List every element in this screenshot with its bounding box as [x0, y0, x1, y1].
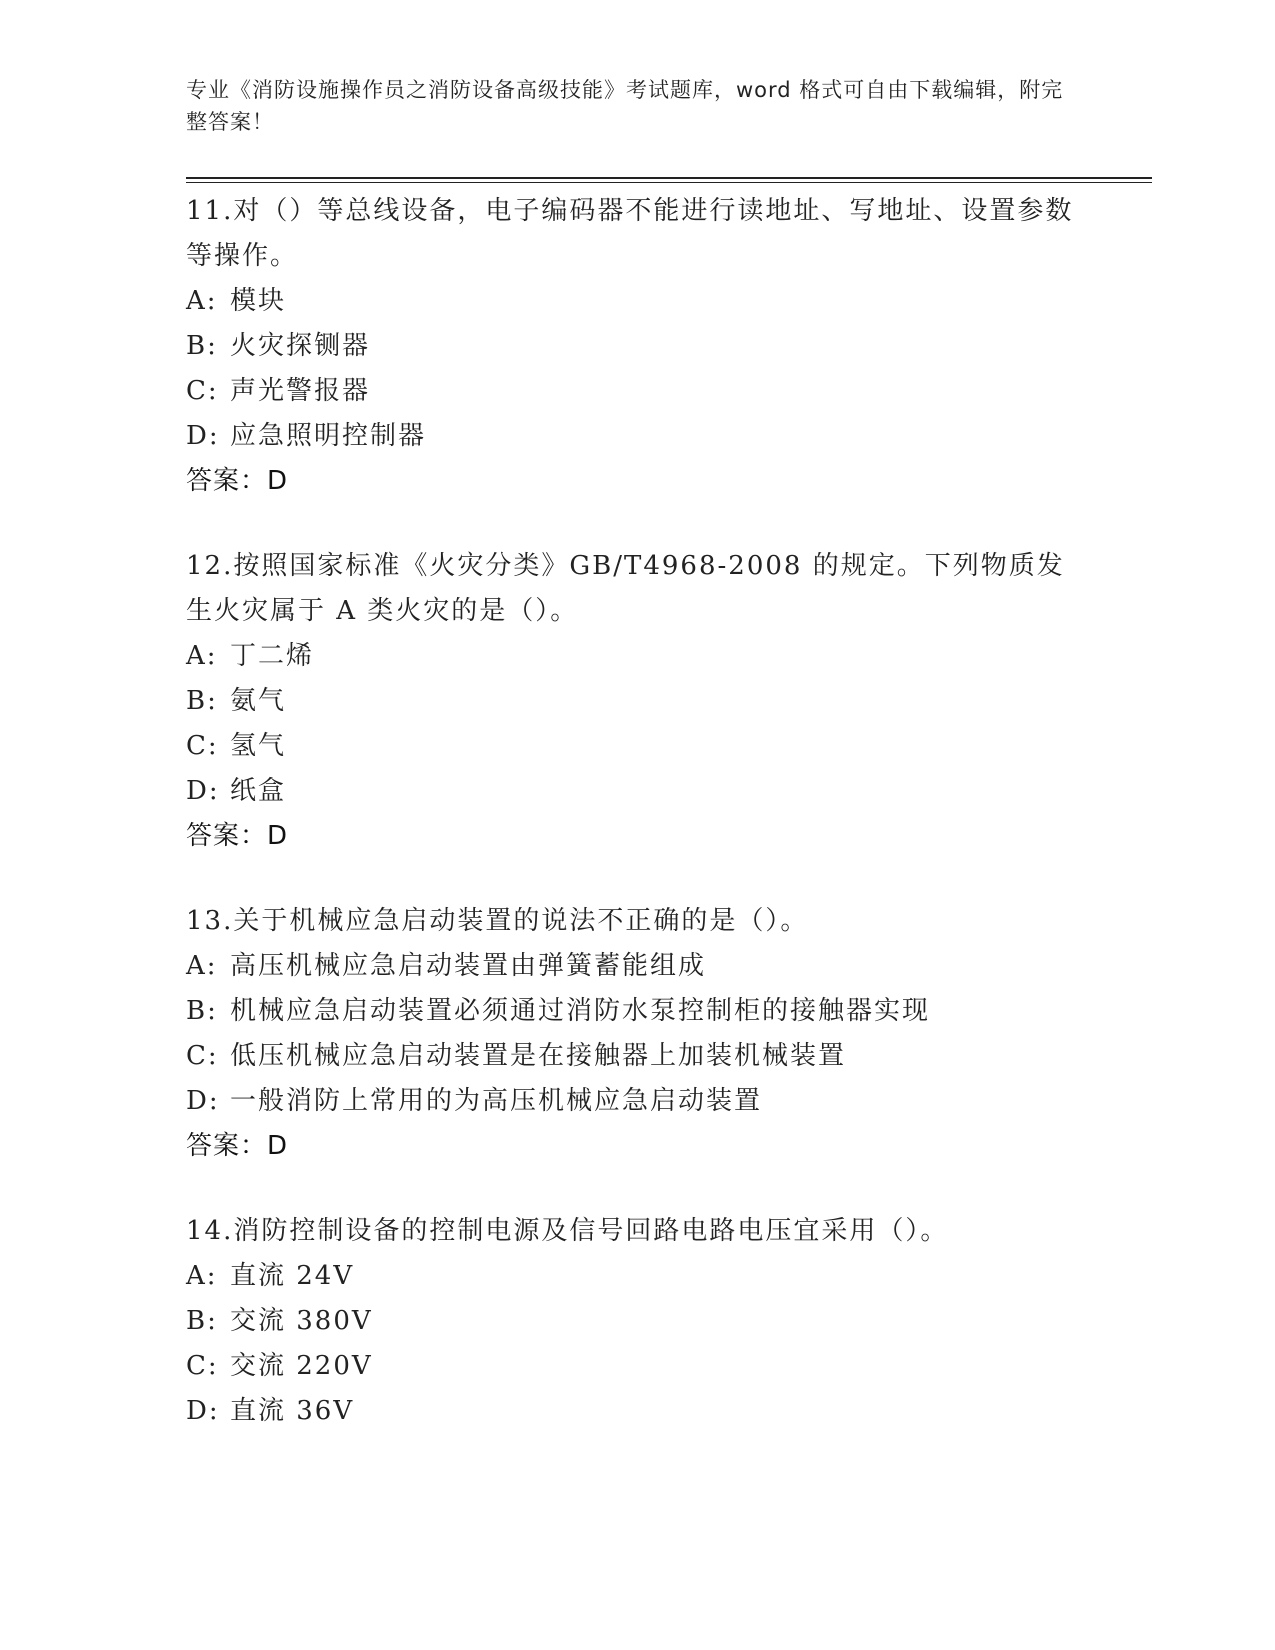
option-c: [186, 1344, 1076, 1389]
document-header: 专业《消防设施操作员之消防设备高级技能》考试题库，word 格式可自由下载编辑，附完整答案！: [186, 78, 1064, 134]
option-text: 纸盒: [230, 776, 287, 806]
option-key: B:: [186, 331, 218, 361]
option-key: D:: [186, 421, 220, 451]
option-text: 交流 220V: [230, 1351, 373, 1381]
option-text: 氢气: [230, 731, 287, 761]
answer-line: 答案：D: [186, 1131, 289, 1161]
option-text: 交流 380V: [230, 1306, 373, 1336]
option-c: [186, 724, 1076, 769]
question-12: [186, 544, 1076, 859]
option-key: C:: [186, 1041, 219, 1071]
option-key: B:: [186, 1306, 218, 1336]
option-d: [186, 769, 1076, 814]
option-text: 丁二烯: [230, 641, 315, 671]
question-stem: 14.消防控制设备的控制电源及信号回路电路电压宜采用（）。: [186, 1216, 949, 1246]
option-c: [186, 1034, 1076, 1079]
question-14: [186, 1209, 1076, 1434]
option-c: [186, 369, 1076, 414]
option-text: 模块: [230, 286, 287, 316]
header-divider-thick: [186, 177, 1152, 179]
option-text: 机械应急启动装置必须通过消防水泵控制柜的接触器实现: [230, 996, 931, 1026]
option-key: B:: [186, 686, 218, 716]
header-divider-thin: [186, 182, 1152, 183]
option-key: D:: [186, 1086, 220, 1116]
question-stem: 12.按照国家标准《火灾分类》GB/T4968-2008 的规定。下列物质发生火灾属于 A 类火灾的是（）。: [186, 551, 1065, 626]
option-text: 一般消防上常用的为高压机械应急启动装置: [230, 1086, 763, 1116]
option-key: A:: [186, 1261, 218, 1291]
option-key: B:: [186, 996, 218, 1026]
option-text: 高压机械应急启动装置由弹簧蓄能组成: [230, 951, 707, 981]
option-d: [186, 1079, 1076, 1124]
option-a: [186, 1254, 1076, 1299]
option-text: 火灾探铡器: [230, 331, 371, 361]
option-key: D:: [186, 1396, 220, 1426]
option-key: D:: [186, 776, 220, 806]
option-b: [186, 1299, 1076, 1344]
option-b: [186, 989, 1076, 1034]
option-d: [186, 414, 1076, 459]
option-key: A:: [186, 641, 218, 671]
question-11: [186, 189, 1076, 504]
option-key: C:: [186, 731, 219, 761]
option-key: A:: [186, 951, 218, 981]
option-a: [186, 279, 1076, 324]
question-13: [186, 899, 1076, 1169]
option-text: 直流 24V: [230, 1261, 355, 1291]
option-key: A:: [186, 286, 218, 316]
option-d: [186, 1389, 1076, 1434]
option-text: 声光警报器: [230, 376, 371, 406]
option-a: [186, 944, 1076, 989]
option-b: [186, 679, 1076, 724]
option-a: [186, 634, 1076, 679]
question-stem: 11.对（）等总线设备，电子编码器不能进行读地址、写地址、设置参数等操作。: [186, 196, 1074, 271]
option-text: 直流 36V: [230, 1396, 355, 1426]
option-key: C:: [186, 376, 219, 406]
question-list: [186, 189, 1076, 1474]
answer-line: 答案：D: [186, 466, 289, 496]
question-stem: 13.关于机械应急启动装置的说法不正确的是（）。: [186, 906, 809, 936]
option-text: 应急照明控制器: [230, 421, 427, 451]
option-text: 低压机械应急启动装置是在接触器上加装机械装置: [230, 1041, 847, 1071]
answer-line: 答案：D: [186, 821, 289, 851]
option-b: [186, 324, 1076, 369]
option-key: C:: [186, 1351, 219, 1381]
option-text: 氨气: [230, 686, 287, 716]
